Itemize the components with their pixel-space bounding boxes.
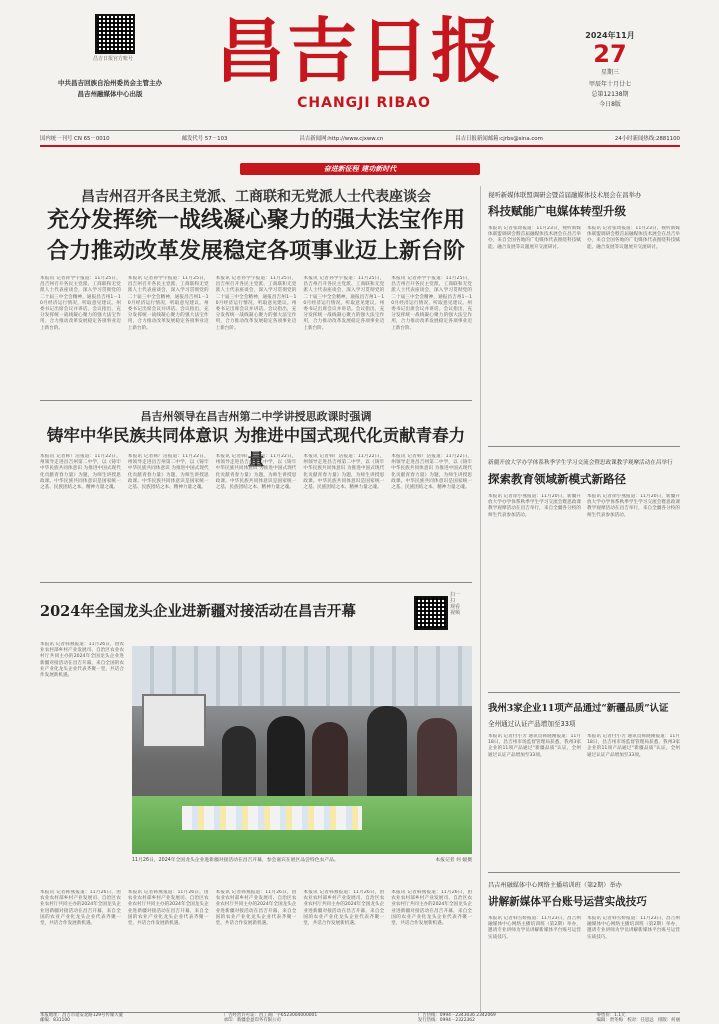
photo-display-board	[142, 694, 206, 748]
side2-headline: 探索教育领域新模式新路径	[488, 472, 626, 486]
masthead	[0, 0, 719, 128]
column-separator	[480, 186, 481, 1012]
info-bar	[40, 132, 680, 144]
news-photo	[132, 646, 472, 854]
side1-body-col: 本报讯 记者张琦报道：11月23日，视听新媒体联盟调研会暨首届融媒体技术展会在昌吉举办，来自全国各地的广电媒体代表围绕科技赋能、融合发展等议题展开交流研讨。	[587, 226, 680, 250]
section-banner	[240, 163, 480, 175]
story3-body-col: 本报讯 记者韩燕报道：11月26日，由农业农村部乡村产业发展司、自治区农业农村厅共同主办的2024年全国龙头企业进新疆对接活动在昌吉开幕，来自全国的农业产业化龙头企业代表齐聚一堂，共话合作发展新机遇。	[303, 890, 385, 927]
footer-ad-hotline: 广告热线：0994－2343036 2342069	[417, 1013, 496, 1018]
lunar-date: 甲辰年十月廿七	[588, 81, 631, 88]
info-postal-code: 邮发代号 57－103	[181, 136, 228, 142]
newspaper-title-pinyin: CHANGJI RIBAO	[297, 95, 431, 111]
side2-body	[488, 494, 680, 686]
side1-body-col: 本报讯 记者张琦报道：11月23日，视听新媒体联盟调研会暨首届融媒体技术展会在昌吉举办，来自全国各地的广电媒体代表围绕科技赋能、融合发展等议题展开交流研讨。	[488, 226, 581, 250]
divider	[40, 582, 472, 583]
info-hotline: 24小时新闻热线:2881100	[614, 136, 680, 142]
side3-body-col: 本报讯 记者付小芳 通讯员韩晓刚报道：11月18日，昌吉州市场监督管理局获悉，我州3家企业的11项产品通过“新疆品质”认证，全州通过认证产品增加至33项。	[587, 734, 680, 758]
story3-headline: 2024年全国龙头企业进新疆对接活动在昌吉开幕	[40, 603, 356, 620]
photo-caption-text: 11月26日，2024年全国龙头企业进新疆对接活动在昌吉开幕，参会嘉宾在展区品尝特色农产品。	[132, 858, 339, 863]
side3-body-col: 本报讯 记者付小芳 通讯员韩晓刚报道：11月18日，昌吉州市场监督管理局获悉，我州3家企业的11项产品通过“新疆品质”认证，全州通过认证产品增加至33项。	[488, 734, 581, 758]
footer-printer: 承印：新疆金盈印务有限公司	[223, 1018, 281, 1024]
divider	[488, 446, 680, 447]
footer-block	[418, 1013, 496, 1024]
newspaper-title: 昌吉日报	[215, 9, 503, 92]
divider	[488, 872, 680, 873]
issue-number: 总第12138期	[591, 91, 629, 98]
story1-kicker: 昌吉州召开各民主党派、工商联和无党派人士代表座谈会	[81, 189, 431, 205]
side4-body-col: 本报讯 记者韩雪娇报道：11月23日，昌吉州融媒体中心网络主播培训班（第2期）举办，邀请专业讲师为学员讲解新媒体平台账号运营实战技巧。	[587, 916, 680, 940]
page-count: 今日8版	[599, 101, 621, 108]
story3-body-col: 本报讯 记者韩燕报道：11月26日，由农业农村部乡村产业发展司、自治区农业农村厅共同主办的2024年全国龙头企业进新疆对接活动在昌吉开幕，来自全国的农业产业化龙头企业代表齐聚一堂，共话合作发展新机遇。	[215, 890, 297, 927]
footer-staff: 编辑：贾冬梅 校对：任思远 排版：何丽	[596, 1018, 680, 1024]
photo-caption	[132, 858, 472, 864]
info-cn-number: 国内统一刊号 CN 65－0010	[40, 136, 110, 142]
footer	[40, 1013, 680, 1024]
story2-body-col: 本报讯 记者韩广洁报道：11月22日，州领导走进昌吉州第二中学，以《铸牢中华民族共同体意识 为推进中国式现代化贡献青春力量》为题，为师生讲授思政课。中华民族共同体意识是国家统一之基、民族团结之本、精神力量之魂。	[391, 454, 472, 491]
story1-headline-2: 合力推动改革发展稳定各项事业迈上新台阶	[46, 238, 465, 264]
footer-price: 零售价：1.1元	[596, 1013, 626, 1018]
story1-headline-1: 充分发挥统一战线凝心聚力的强大法宝作用	[46, 207, 465, 233]
side1-kicker: 视听新媒体联盟调研会暨首届融媒体技术展会在昌举办	[488, 191, 642, 199]
footer-block	[597, 1013, 680, 1024]
footer-block	[224, 1013, 317, 1024]
footer-postcode: 邮编：831100	[40, 1018, 70, 1024]
story1-body-col: 本报讯 记者孙学宇报道：11月25日，昌吉州召开各民主党派、工商联和无党派人士代表座谈会，深入学习贯彻党的二十届三中全会精神，通报昌吉州1－10月经济运行情况，听取意见建议。州委书记出席会议并讲话。会议指出，充分发挥统一战线凝心聚力的强大法宝作用，合力推动改革发展稳定各项事业迈上新台阶。	[127, 276, 209, 331]
weekday: 星期三	[600, 69, 619, 76]
story3-qr-code	[414, 596, 448, 630]
story2-body-col: 本报讯 记者韩广洁报道：11月22日，州领导走进昌吉州第二中学，以《铸牢中华民族共同体意识 为推进中国式现代化贡献青春力量》为题，为师生讲授思政课。中华民族共同体意识是国家统一之基、民族团结之本、精神力量之魂。	[303, 454, 385, 491]
masthead-qr-caption: 昌吉日报官方账号	[92, 56, 133, 62]
story1-body-col: 本报讯 记者孙学宇报道：11月25日，昌吉州召开各民主党派、工商联和无党派人士代表座谈会，深入学习贯彻党的二十届三中全会精神，通报昌吉州1－10月经济运行情况，听取意见建议。州委书记出席会议并讲话。会议指出，充分发挥统一战线凝心聚力的强大法宝作用，合力推动改革发展稳定各项事业迈上新台阶。	[391, 276, 472, 331]
story3-body-left: 本报讯 记者韩燕报道：11月26日，由农业农村部乡村产业发展司、自治区农业农村厅共同主办的2024年全国龙头企业进新疆对接活动在昌吉开幕，来自全国的农业产业化龙头企业代表齐聚一堂，共话合作发展新机遇。	[40, 642, 124, 679]
side1-headline: 科技赋能广电媒体转型升级	[488, 204, 626, 218]
story3-body-bottom	[40, 890, 472, 1010]
story2-body	[40, 454, 472, 578]
story1-body-col: 本报讯 记者孙学宇报道：11月25日，昌吉州召开各民主党派、工商联和无党派人士代表座谈会，深入学习贯彻党的二十届三中全会精神，通报昌吉州1－10月经济运行情况，听取意见建议。州委书记出席会议并讲话。会议指出，充分发挥统一战线凝心聚力的强大法宝作用，合力推动改革发展稳定各项事业迈上新台阶。	[40, 276, 121, 331]
footer-block	[40, 1013, 123, 1024]
story3-qr-caption: 扫一扫 观看视频	[450, 592, 461, 616]
side1-body	[488, 226, 680, 436]
story2-body-col: 本报讯 记者韩广洁报道：11月22日，州领导走进昌吉州第二中学，以《铸牢中华民族共同体意识 为推进中国式现代化贡献青春力量》为题，为师生讲授思政课。中华民族共同体意识是国家统一之基、民族团结之本、精神力量之魂。	[40, 454, 121, 491]
photo-credit: 本报记者 何 媛摄	[435, 858, 472, 863]
info-email: 昌吉日报新闻邮箱:cjrbs@sina.com	[455, 136, 543, 142]
story1-body-col: 本报讯 记者孙学宇报道：11月25日，昌吉州召开各民主党派、工商联和无党派人士代表座谈会，深入学习贯彻党的二十届三中全会精神，通报昌吉州1－10月经济运行情况，听取意见建议。州委书记出席会议并讲话。会议指出，充分发挥统一战线凝心聚力的强大法宝作用，合力推动改革发展稳定各项事业迈上新台阶。	[303, 276, 385, 331]
story2-body-col: 本报讯 记者韩广洁报道：11月22日，州领导走进昌吉州第二中学，以《铸牢中华民族共同体意识 为推进中国式现代化贡献青春力量》为题，为师生讲授思政课。中华民族共同体意识是国家统一之基、民族团结之本、精神力量之魂。	[127, 454, 209, 491]
footer-distribution-hotline: 发行热线：0994－2322362	[417, 1018, 475, 1024]
divider	[40, 400, 472, 401]
publisher-line-1: 中共昌吉回族自治州委员会主管主办	[58, 79, 162, 87]
info-bar-bottom-rule	[40, 145, 680, 147]
story3-body-col: 本报讯 记者韩燕报道：11月26日，由农业农村部乡村产业发展司、自治区农业农村厅共同主办的2024年全国龙头企业进新疆对接活动在昌吉开幕，来自全国的农业产业化龙头企业代表齐聚一堂，共话合作发展新机遇。	[127, 890, 209, 927]
story1-body-col: 本报讯 记者孙学宇报道：11月25日，昌吉州召开各民主党派、工商联和无党派人士代表座谈会，深入学习贯彻党的二十届三中全会精神，通报昌吉州1－10月经济运行情况，听取意见建议。州委书记出席会议并讲话。会议指出，充分发挥统一战线凝心聚力的强大法宝作用，合力推动改革发展稳定各项事业迈上新台阶。	[215, 276, 297, 331]
story2-kicker: 昌吉州领导在昌吉州第二中学讲授思政课时强调	[140, 410, 372, 423]
info-bar-top-rule	[40, 130, 680, 131]
date-day: 27	[593, 40, 627, 68]
masthead-qr-code	[95, 14, 135, 54]
footer-ad-license: 广告经营许可证：昌工商广字6523004000001	[223, 1013, 318, 1018]
story1-body	[40, 276, 472, 392]
side4-body	[488, 916, 680, 1010]
publisher-line-2: 昌吉州融媒体中心出版	[77, 90, 143, 98]
section-banner-text: 奋进新征程 建功新时代	[323, 165, 397, 173]
date-year-month: 2024年11月	[585, 31, 635, 40]
story3-body-col: 本报讯 记者韩燕报道：11月26日，由农业农村部乡村产业发展司、自治区农业农村厅共同主办的2024年全国龙头企业进新疆对接活动在昌吉开幕，来自全国的农业产业化龙头企业代表齐聚一堂，共话合作发展新机遇。	[391, 890, 472, 927]
story3-body-col: 本报讯 记者韩燕报道：11月26日，由农业农村部乡村产业发展司、自治区农业农村厅共同主办的2024年全国龙头企业进新疆对接活动在昌吉开幕，来自全国的农业产业化龙头企业代表齐聚一堂，共话合作发展新机遇。	[40, 890, 121, 927]
side2-kicker: 新疆开放大学办学体系秋季学生学习交流会暨思政课教学观摩活动在昌举行	[488, 460, 673, 466]
side2-body-col: 本报讯 记者徐小燕报道：11月20日，新疆开放大学办学体系秋季学生学习交流会暨思政课教学观摩活动在昌吉举行，来自全疆各分校的师生代表参加活动。	[587, 494, 680, 518]
side2-body-col: 本报讯 记者徐小燕报道：11月20日，新疆开放大学办学体系秋季学生学习交流会暨思政课教学观摩活动在昌吉举行，来自全疆各分校的师生代表参加活动。	[488, 494, 581, 518]
story2-headline: 铸牢中华民族共同体意识 为推进中国式现代化贡献青春力量	[46, 426, 466, 469]
side3-subhead: 全州通过认证产品增加至33项	[488, 720, 576, 728]
footer-address: 本报地址：昌吉市延安北路129号传媒大厦	[40, 1013, 124, 1018]
side4-headline: 讲解新媒体平台账号运营实战技巧	[488, 896, 647, 908]
issue-date-block	[570, 30, 650, 108]
photo-products	[182, 806, 362, 830]
story2-body-col: 本报讯 记者韩广洁报道：11月22日，州领导走进昌吉州第二中学，以《铸牢中华民族共同体意识 为推进中国式现代化贡献青春力量》为题，为师生讲授思政课。中华民族共同体意识是国家统一之基、民族团结之本、精神力量之魂。	[215, 454, 297, 491]
info-website: 昌吉新闻网:http://www.cjxww.cn	[299, 136, 384, 142]
side3-body	[488, 734, 680, 864]
divider	[488, 692, 680, 693]
side3-headline: 我州3家企业11项产品通过“新疆品质”认证	[488, 703, 669, 714]
side4-body-col: 本报讯 记者韩雪娇报道：11月23日，昌吉州融媒体中心网络主播培训班（第2期）举办，邀请专业讲师为学员讲解新媒体平台账号运营实战技巧。	[488, 916, 581, 940]
side4-kicker: 昌吉州融媒体中心网络主播培训班（第2期）举办	[488, 882, 622, 889]
